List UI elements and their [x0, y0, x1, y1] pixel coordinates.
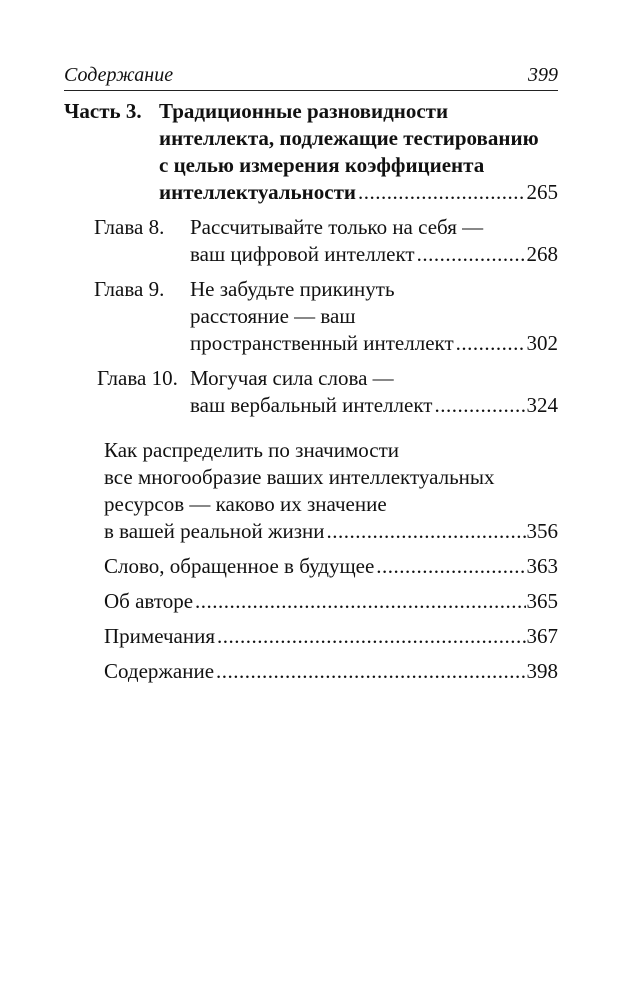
chapter-title-line: расстояние — ваш: [190, 304, 356, 328]
chapter-title-line: пространственный интеллект: [190, 331, 454, 355]
chapter-title: [190, 276, 558, 357]
page-number: 356: [526, 519, 558, 543]
dot-leader: [456, 330, 526, 357]
entry-title-last-line: [104, 658, 558, 685]
dot-leader: [327, 518, 526, 545]
part-title-line: с целью измерения коэффициента: [159, 153, 485, 177]
page-number: 324: [526, 393, 558, 417]
toc-part-3[interactable]: [64, 98, 558, 206]
toc-chapter-8[interactable]: [64, 214, 558, 268]
part-title-line: Традиционные разновидности: [159, 99, 449, 123]
running-header-page-number: 399: [528, 64, 558, 86]
page-number: 363: [526, 554, 558, 578]
entry-title-line: ресурсов — каково их значение: [104, 492, 387, 516]
chapter-title-line: ваш вербальный интеллект: [190, 393, 433, 417]
running-header: [64, 64, 558, 91]
page-number: 365: [526, 589, 558, 613]
toc-chapter-9[interactable]: [64, 276, 558, 357]
entry-title-line: Об авторе: [104, 589, 194, 613]
chapter-title: [190, 214, 558, 268]
entry-title-line: в вашей реальной жизни: [104, 519, 325, 543]
toc-entry-resources[interactable]: [104, 437, 558, 545]
toc-entry-notes[interactable]: [104, 623, 558, 650]
entry-title-line: Слово, обращенное в будущее: [104, 554, 375, 578]
entry-title-last-line: [104, 623, 558, 650]
chapter-title-line: Могучая сила слова —: [190, 366, 394, 390]
page-number: 367: [526, 624, 558, 648]
page-number: 268: [526, 242, 558, 266]
page-number: 265: [526, 180, 558, 204]
chapter-title-line: ваш цифровой интеллект: [190, 242, 415, 266]
part-title-last-line: [159, 179, 558, 206]
chapter-label: Глава 10.: [97, 366, 178, 390]
entry-title-line: все многообразие ваших интеллектуальных: [104, 465, 495, 489]
chapter-title: [190, 365, 558, 419]
dot-leader: [417, 241, 526, 268]
part-label: Часть 3.: [64, 99, 142, 123]
entry-title-line: Как распределить по значимости: [104, 438, 400, 462]
dot-leader: [376, 553, 525, 580]
entry-title-line: Примечания: [104, 624, 216, 648]
toc-chapter-10[interactable]: [64, 365, 558, 419]
chapter-label: Глава 8.: [94, 215, 165, 239]
dot-leader: [434, 392, 525, 419]
chapter-title-last-line: [190, 392, 558, 419]
entry-title-last-line: [104, 553, 558, 580]
part-title-line: интеллектуальности: [159, 180, 356, 204]
running-header-title: Содержание: [64, 64, 174, 86]
dot-leader: [216, 658, 525, 685]
page-number: 302: [526, 331, 558, 355]
entry-title-line: Содержание: [104, 659, 215, 683]
table-of-contents: [64, 98, 558, 685]
chapter-title-last-line: [190, 330, 558, 357]
chapter-title-line: Не забудьте прикинуть: [190, 277, 395, 301]
toc-entry-future[interactable]: [104, 553, 558, 580]
chapter-title-line: Рассчитывайте только на себя —: [190, 215, 484, 239]
dot-leader: [195, 588, 525, 615]
dot-leader: [358, 179, 526, 206]
entry-title-last-line: [104, 518, 558, 545]
part-title: [159, 98, 558, 206]
page-number: 398: [526, 659, 558, 683]
toc-entry-contents[interactable]: [104, 658, 558, 685]
chapter-title-last-line: [190, 241, 558, 268]
part-title-line: интеллекта, подлежащие тестированию: [159, 126, 539, 150]
chapter-label: Глава 9.: [94, 277, 165, 301]
toc-entry-about-author[interactable]: [104, 588, 558, 615]
dot-leader: [217, 623, 525, 650]
entry-title-last-line: [104, 588, 558, 615]
